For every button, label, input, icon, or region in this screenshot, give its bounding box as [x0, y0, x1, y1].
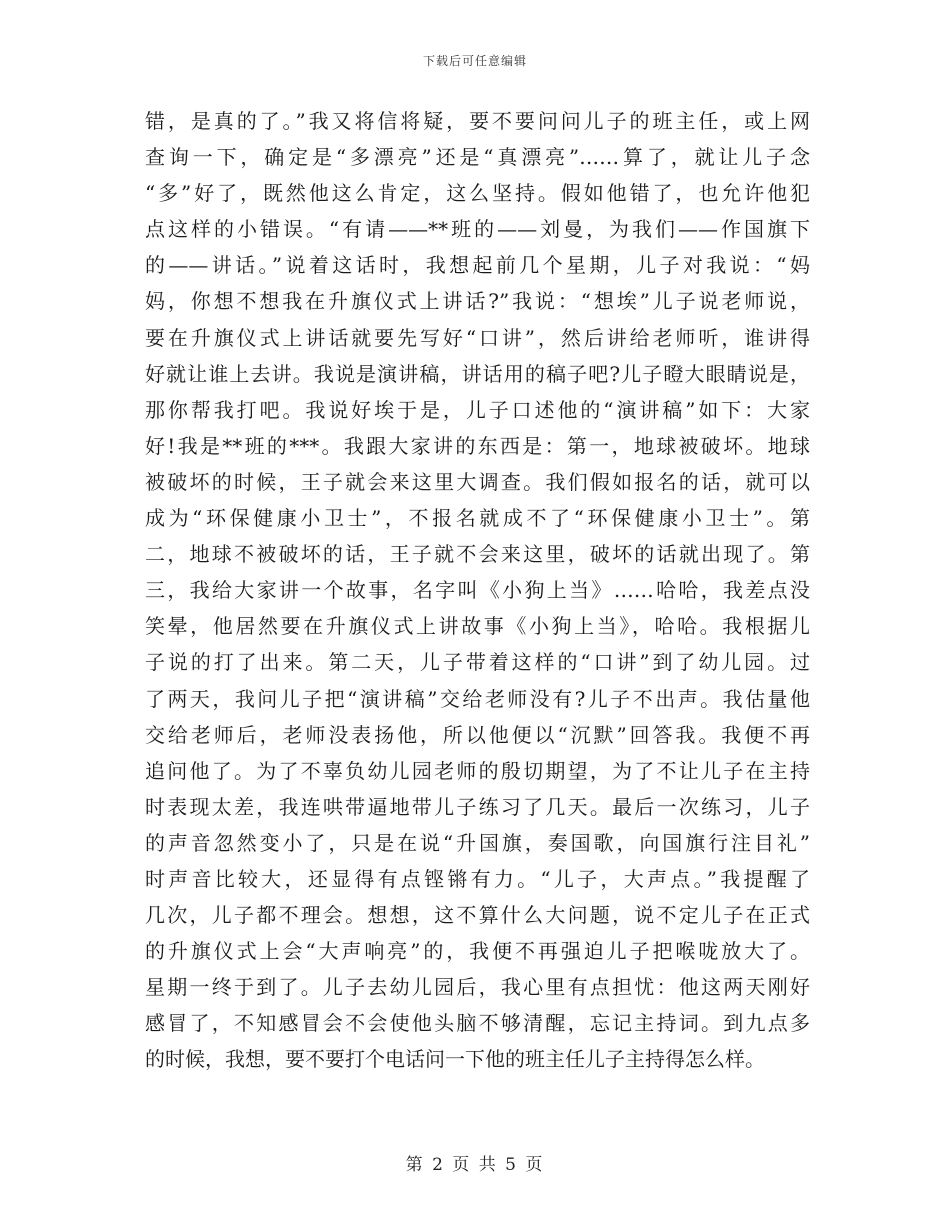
text-line: 时表现太差，我连哄带逼地带儿子练习了几天。最后一次练习，儿子 [145, 794, 810, 819]
text-line: 点这样的小错误。“有请——**班的——刘曼，为我们——作国旗下 [145, 217, 810, 242]
text-line: 成为“环保健康小卫士”，不报名就成不了“环保健康小卫士”。第 [145, 506, 810, 531]
text-line: 错，是真的了。”我又将信将疑，要不要问问儿子的班主任，或上网 [145, 109, 810, 133]
text-line: 的时候，我想，要不要打个电话问一下他的班主任儿子主持得怎么样。 [145, 1047, 765, 1072]
text-line: 的声音忽然变小了，只是在说“升国旗，奏国歌，向国旗行注目礼” [145, 830, 810, 855]
text-line: 子说的打了出来。第二天，儿子带着这样的“口讲”到了幼儿园。过 [145, 650, 810, 675]
text-line: 好!我是**班的***。我跟大家讲的东西是：第一，地球被破坏。地球 [145, 433, 810, 458]
text-line: 被破坏的时候，王子就会来这里大调查。我们假如报名的话，就可以 [145, 469, 810, 494]
text-line: “多”好了，既然他这么肯定，这么坚持。假如他错了，也允许他犯 [145, 181, 810, 206]
text-line: 那你帮我打吧。我说好埃于是，儿子口述他的“演讲稿”如下：大家 [145, 397, 810, 422]
text-line: 交给老师后，老师没表扬他，所以他便以“沉默”回答我。我便不再 [145, 722, 810, 747]
text-line: 追问他了。为了不辜负幼儿园老师的殷切期望，为了不让儿子在主持 [145, 758, 810, 783]
text-line: 要在升旗仪式上讲话就要先写好“口讲”，然后讲给老师听，谁讲得 [145, 325, 810, 350]
text-line: 的升旗仪式上会“大声响亮”的，我便不再强迫儿子把喉咙放大了。 [145, 939, 810, 964]
text-line: 妈，你想不想我在升旗仪式上讲话?”我说：“想埃”儿子说老师说， [145, 289, 810, 314]
text-line: 感冒了，不知感冒会不会使他头脑不够清醒，忘记主持词。到九点多 [145, 1011, 810, 1036]
text-line: 笑晕，他居然要在升旗仪式上讲故事《小狗上当》，哈哈。我根据儿 [145, 614, 810, 639]
text-line: 了两天，我问儿子把“演讲稿”交给老师没有?儿子不出声。我估量他 [145, 686, 810, 711]
text-line: 查询一下，确定是“多漂亮”还是“真漂亮”……算了，就让儿子念 [145, 145, 810, 170]
text-line: 好就让谁上去讲。我说是演讲稿，讲话用的稿子吧?儿子瞪大眼睛说是， [145, 361, 810, 386]
text-line: 的——讲话。”说着这话时，我想起前几个星期，儿子对我说：“妈 [145, 253, 810, 278]
text-line: 时声音比较大，还显得有点铿锵有力。“儿子，大声点。”我提醒了 [145, 866, 810, 891]
text-line: 几次，儿子都不理会。想想，这不算什么大问题，说不定儿子在正式 [145, 903, 810, 928]
text-line: 星期一终于到了。儿子去幼儿园后，我心里有点担忧：他这两天刚好 [145, 975, 810, 1000]
page-number: 第 2 页 共 5 页 [405, 1155, 545, 1175]
body-text [145, 103, 810, 1078]
text-line: 二，地球不被破坏的话，王子就不会来这里，破坏的话就出现了。第 [145, 542, 810, 567]
page-header: 下载后可任意编辑 [422, 54, 527, 68]
text-line: 三，我给大家讲一个故事，名字叫《小狗上当》……哈哈，我差点没 [145, 578, 810, 603]
